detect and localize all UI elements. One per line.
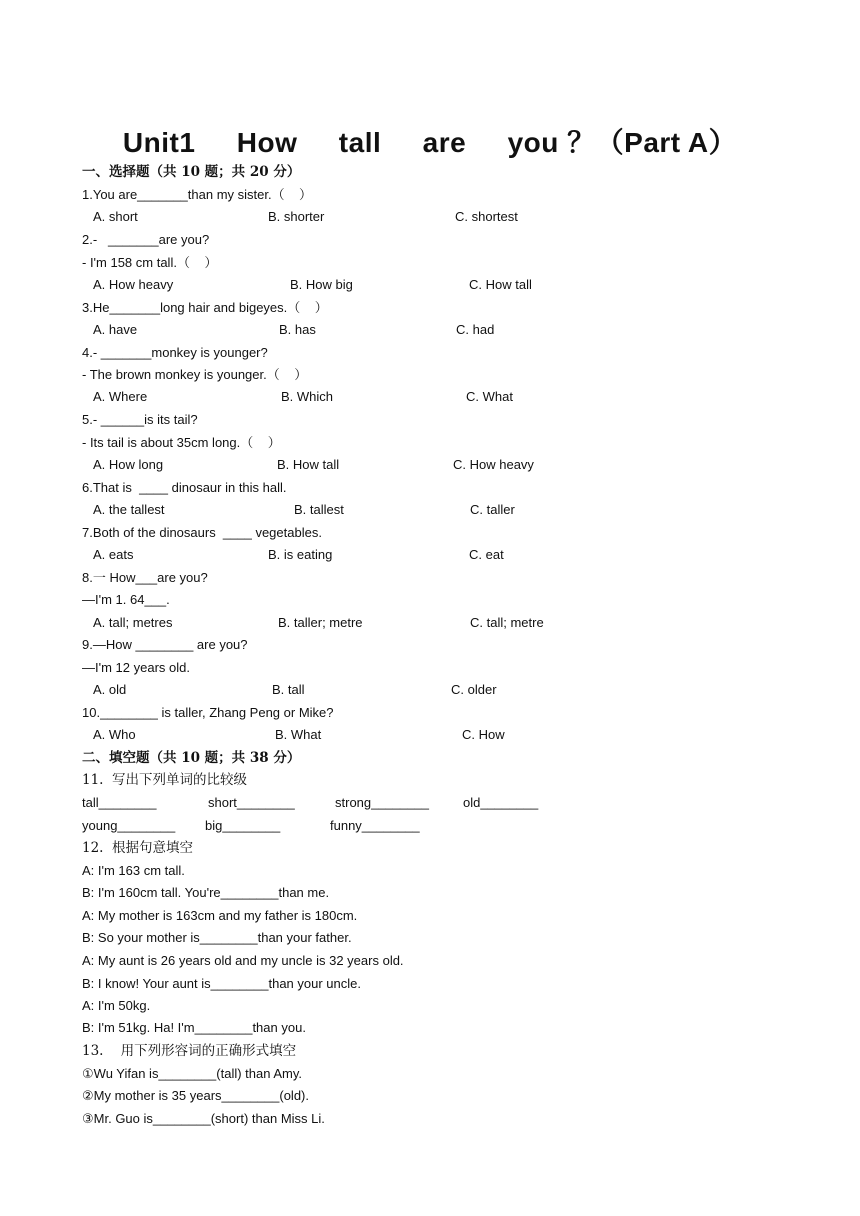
question-stem: 7.Both of the dinosaurs ____ vegetables. xyxy=(82,525,322,540)
dialog-line: B: I'm 51kg. Ha! I'm________than you. xyxy=(82,1020,306,1035)
option-c: C. shortest xyxy=(455,209,518,224)
question-stem: 3.He_______long hair and bigeyes.（ ） xyxy=(82,300,328,315)
question-stem: 9.—How ________ are you? xyxy=(82,637,248,652)
option-a: A. short xyxy=(93,209,138,224)
option-a: A. Who xyxy=(93,727,136,742)
fill-line: ①Wu Yifan is________(tall) than Amy. xyxy=(82,1066,303,1081)
question-stem-line2: - I'm 158 cm tall.（ ） xyxy=(82,255,218,270)
word-blank: tall________ xyxy=(82,795,157,810)
question-stem: 1.You are_______than my sister.（ ） xyxy=(82,187,313,202)
option-b: B. tall xyxy=(272,682,305,697)
option-a: A. How heavy xyxy=(93,277,174,292)
question-stem: 11. 写出下列单词的比较级 xyxy=(82,772,248,788)
option-b: B. tallest xyxy=(294,502,344,517)
option-c: C. older xyxy=(451,682,497,697)
option-b: B. How big xyxy=(290,277,353,292)
section-heading: 二、填空题（共 10 题；共 38 分） xyxy=(82,750,301,766)
question-stem: 5.- ______is its tail? xyxy=(82,412,198,427)
option-b: B. is eating xyxy=(268,547,333,562)
option-c: C. How tall xyxy=(469,277,532,292)
word-blank: strong________ xyxy=(335,795,429,810)
option-c: C. had xyxy=(456,322,495,337)
option-c: C. How xyxy=(462,727,505,742)
option-b: B. has xyxy=(279,322,316,337)
question-stem: 8.一 How___are you? xyxy=(82,570,208,585)
dialog-line: A: My mother is 163cm and my father is 180cm. xyxy=(82,908,358,923)
question-stem: 6.That is ____ dinosaur in this hall. xyxy=(82,480,287,495)
option-a: A. old xyxy=(93,682,127,697)
option-a: A. have xyxy=(93,322,138,337)
option-a: A. eats xyxy=(93,547,134,562)
question-stem: 12. 根据句意填空 xyxy=(82,840,194,856)
question-stem-line2: —I'm 1. 64___. xyxy=(82,592,170,607)
option-a: A. Where xyxy=(93,389,148,404)
fill-line: ③Mr. Guo is________(short) than Miss Li. xyxy=(82,1111,325,1126)
word-blank: young________ xyxy=(82,818,176,833)
option-c: C. What xyxy=(466,389,513,404)
option-a: A. the tallest xyxy=(93,502,165,517)
dialog-line: B: I'm 160cm tall. You're________than me. xyxy=(82,885,330,900)
option-c: C. tall; metre xyxy=(470,615,544,630)
question-stem: 10.________ is taller, Zhang Peng or Mike? xyxy=(82,705,334,720)
question-stem: 4.- _______monkey is younger? xyxy=(82,345,268,360)
question-stem-line2: - Its tail is about 35cm long.（ ） xyxy=(82,435,281,450)
question-stem: 2.- _______are you? xyxy=(82,232,210,247)
option-b: B. shorter xyxy=(268,209,325,224)
fill-line: ②My mother is 35 years________(old). xyxy=(82,1088,309,1103)
word-blank: funny________ xyxy=(330,818,420,833)
page-title: Unit1 How tall are you ？（Part A） xyxy=(122,127,738,158)
word-blank: old________ xyxy=(463,795,539,810)
option-b: B. taller; metre xyxy=(278,615,363,630)
question-stem: 13. 用下列形容词的正确形式填空 xyxy=(82,1043,297,1059)
option-c: C. How heavy xyxy=(453,457,534,472)
option-c: C. eat xyxy=(469,547,504,562)
option-b: B. Which xyxy=(281,389,334,404)
section-heading: 一、选择题（共 10 题；共 20 分） xyxy=(82,164,301,180)
option-b: B. How tall xyxy=(277,457,340,472)
dialog-line: B: I know! Your aunt is________than your uncle. xyxy=(82,976,361,991)
dialog-line: A: My aunt is 26 years old and my uncle is 32 years old. xyxy=(82,953,404,968)
option-a: A. tall; metres xyxy=(93,615,173,630)
word-blank: short________ xyxy=(208,795,295,810)
dialog-line: A: I'm 163 cm tall. xyxy=(82,863,185,878)
option-c: C. taller xyxy=(470,502,515,517)
question-stem-line2: —I'm 12 years old. xyxy=(82,660,190,675)
option-b: B. What xyxy=(275,727,322,742)
word-blank: big________ xyxy=(205,818,281,833)
dialog-line: B: So your mother is________than your father. xyxy=(82,930,352,945)
dialog-line: A: I'm 50kg. xyxy=(82,998,151,1013)
question-stem-line2: - The brown monkey is younger.（ ） xyxy=(82,367,308,382)
option-a: A. How long xyxy=(93,457,164,472)
